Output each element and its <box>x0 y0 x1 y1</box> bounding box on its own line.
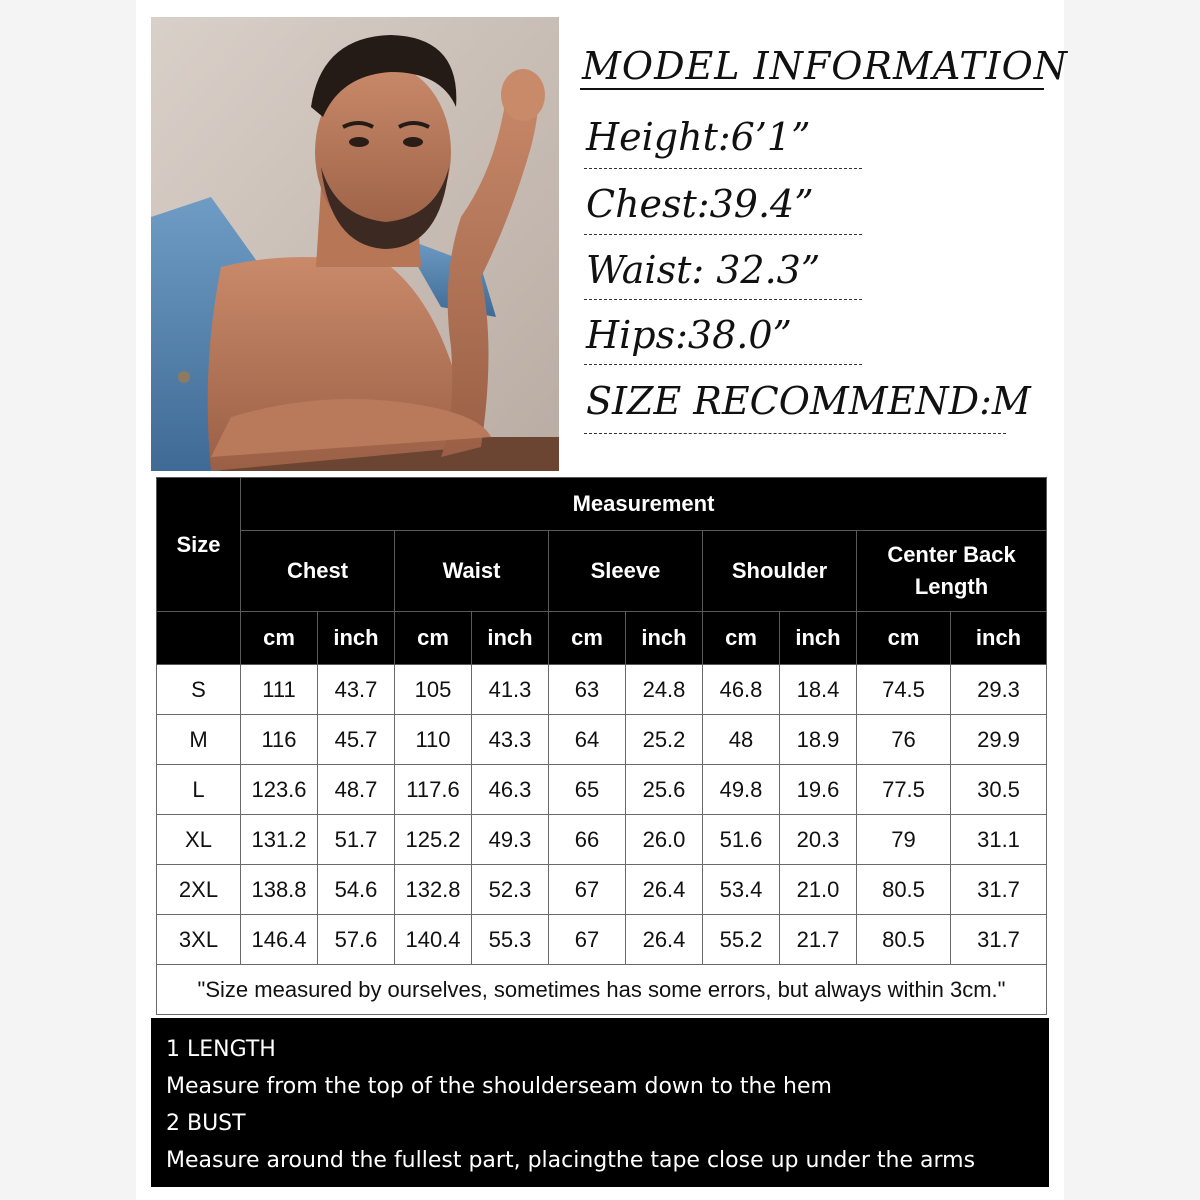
table-cell: 57.6 <box>318 915 395 965</box>
table-cell: 24.8 <box>626 665 703 715</box>
shoulder-header: Shoulder <box>703 531 857 612</box>
divider <box>584 168 862 169</box>
table-cell: 67 <box>549 865 626 915</box>
table-cell: 25.6 <box>626 765 703 815</box>
table-cell: 76 <box>857 715 951 765</box>
divider <box>584 364 862 365</box>
table-cell: 105 <box>395 665 472 715</box>
table-cell: 116 <box>241 715 318 765</box>
table-cell: 18.9 <box>780 715 857 765</box>
table-cell: 125.2 <box>395 815 472 865</box>
model-hips: Hips:38.0” <box>586 313 792 357</box>
table-cell: 53.4 <box>703 865 780 915</box>
table-cell: 29.9 <box>951 715 1047 765</box>
table-note-row <box>157 965 1047 1015</box>
table-cell: 80.5 <box>857 915 951 965</box>
table-cell: 30.5 <box>951 765 1047 815</box>
table-cell: 18.4 <box>780 665 857 715</box>
table-cell: 146.4 <box>241 915 318 965</box>
table-cell: 26.0 <box>626 815 703 865</box>
table-cell: 46.8 <box>703 665 780 715</box>
model-height: Height:6’1” <box>586 115 811 159</box>
table-cell: 79 <box>857 815 951 865</box>
size-cell: XL <box>157 815 241 865</box>
sleeve-header: Sleeve <box>549 531 703 612</box>
divider <box>584 299 862 300</box>
table-cell: 31.7 <box>951 915 1047 965</box>
table-cell: 49.3 <box>472 815 549 865</box>
table-cell: 131.2 <box>241 815 318 865</box>
table-cell: 52.3 <box>472 865 549 915</box>
table-cell: 77.5 <box>857 765 951 815</box>
table-row <box>157 815 1047 865</box>
table-cell: 41.3 <box>472 665 549 715</box>
chest-header: Chest <box>241 531 395 612</box>
measurement-guide <box>151 1018 1049 1187</box>
unit-cm-header: cm <box>703 612 780 665</box>
size-chart-table <box>156 477 1047 1015</box>
table-cell: 110 <box>395 715 472 765</box>
table-cell: 43.3 <box>472 715 549 765</box>
table-cell: 64 <box>549 715 626 765</box>
bust-instruction: Measure around the fullest part, placingthe tape close up under the arms <box>166 1148 976 1173</box>
divider <box>584 234 862 235</box>
center-back-length-header: Center Back Length <box>857 531 1047 612</box>
unit-cm-header: cm <box>395 612 472 665</box>
table-cell: 55.3 <box>472 915 549 965</box>
unit-inch-header: inch <box>780 612 857 665</box>
table-row <box>157 865 1047 915</box>
table-cell: 21.0 <box>780 865 857 915</box>
bust-title: 2 BUST <box>166 1111 246 1136</box>
table-cell: 21.7 <box>780 915 857 965</box>
size-cell: 2XL <box>157 865 241 915</box>
table-cell: 117.6 <box>395 765 472 815</box>
table-cell: 51.6 <box>703 815 780 865</box>
size-cell: 3XL <box>157 915 241 965</box>
table-cell: 43.7 <box>318 665 395 715</box>
table-cell: 25.2 <box>626 715 703 765</box>
unit-inch-header: inch <box>472 612 549 665</box>
table-cell: 55.2 <box>703 915 780 965</box>
size-column-spacer <box>157 612 241 665</box>
table-cell: 111 <box>241 665 318 715</box>
table-cell: 74.5 <box>857 665 951 715</box>
waist-header: Waist <box>395 531 549 612</box>
table-cell: 138.8 <box>241 865 318 915</box>
table-row <box>157 715 1047 765</box>
length-title: 1 LENGTH <box>166 1037 276 1062</box>
table-row <box>157 915 1047 965</box>
table-cell: 132.8 <box>395 865 472 915</box>
table-cell: 51.7 <box>318 815 395 865</box>
table-cell: 80.5 <box>857 865 951 915</box>
table-cell: 65 <box>549 765 626 815</box>
table-cell: 67 <box>549 915 626 965</box>
title-underline <box>580 88 1044 90</box>
size-cell: M <box>157 715 241 765</box>
length-instruction: Measure from the top of the shoulderseam down to the hem <box>166 1074 832 1099</box>
table-cell: 26.4 <box>626 915 703 965</box>
table-row <box>157 765 1047 815</box>
table-cell: 31.7 <box>951 865 1047 915</box>
table-cell: 29.3 <box>951 665 1047 715</box>
table-cell: 54.6 <box>318 865 395 915</box>
table-cell: 48.7 <box>318 765 395 815</box>
table-cell: 63 <box>549 665 626 715</box>
table-cell: 46.3 <box>472 765 549 815</box>
unit-cm-header: cm <box>241 612 318 665</box>
measurement-note: "Size measured by ourselves, sometimes has some errors, but always within 3cm." <box>157 965 1047 1015</box>
table-cell: 19.6 <box>780 765 857 815</box>
model-photo-icon <box>151 17 559 471</box>
divider <box>584 433 1006 434</box>
model-info-title: MODEL INFORMATION <box>582 44 1069 88</box>
table-cell: 26.4 <box>626 865 703 915</box>
model-waist: Waist: 32.3” <box>586 248 821 292</box>
size-cell: S <box>157 665 241 715</box>
unit-cm-header: cm <box>857 612 951 665</box>
measurement-header: Measurement <box>241 478 1047 531</box>
table-cell: 31.1 <box>951 815 1047 865</box>
table-cell: 140.4 <box>395 915 472 965</box>
size-recommendation: SIZE RECOMMEND:M <box>586 379 1031 423</box>
table-cell: 66 <box>549 815 626 865</box>
size-cell: L <box>157 765 241 815</box>
model-chest: Chest:39.4” <box>586 182 814 226</box>
table-cell: 20.3 <box>780 815 857 865</box>
table-cell: 49.8 <box>703 765 780 815</box>
unit-cm-header: cm <box>549 612 626 665</box>
table-cell: 45.7 <box>318 715 395 765</box>
size-column-header: Size <box>157 478 241 612</box>
table-cell: 48 <box>703 715 780 765</box>
model-photo <box>151 17 559 471</box>
unit-inch-header: inch <box>318 612 395 665</box>
table-row <box>157 665 1047 715</box>
unit-inch-header: inch <box>626 612 703 665</box>
table-cell: 123.6 <box>241 765 318 815</box>
unit-inch-header: inch <box>951 612 1047 665</box>
